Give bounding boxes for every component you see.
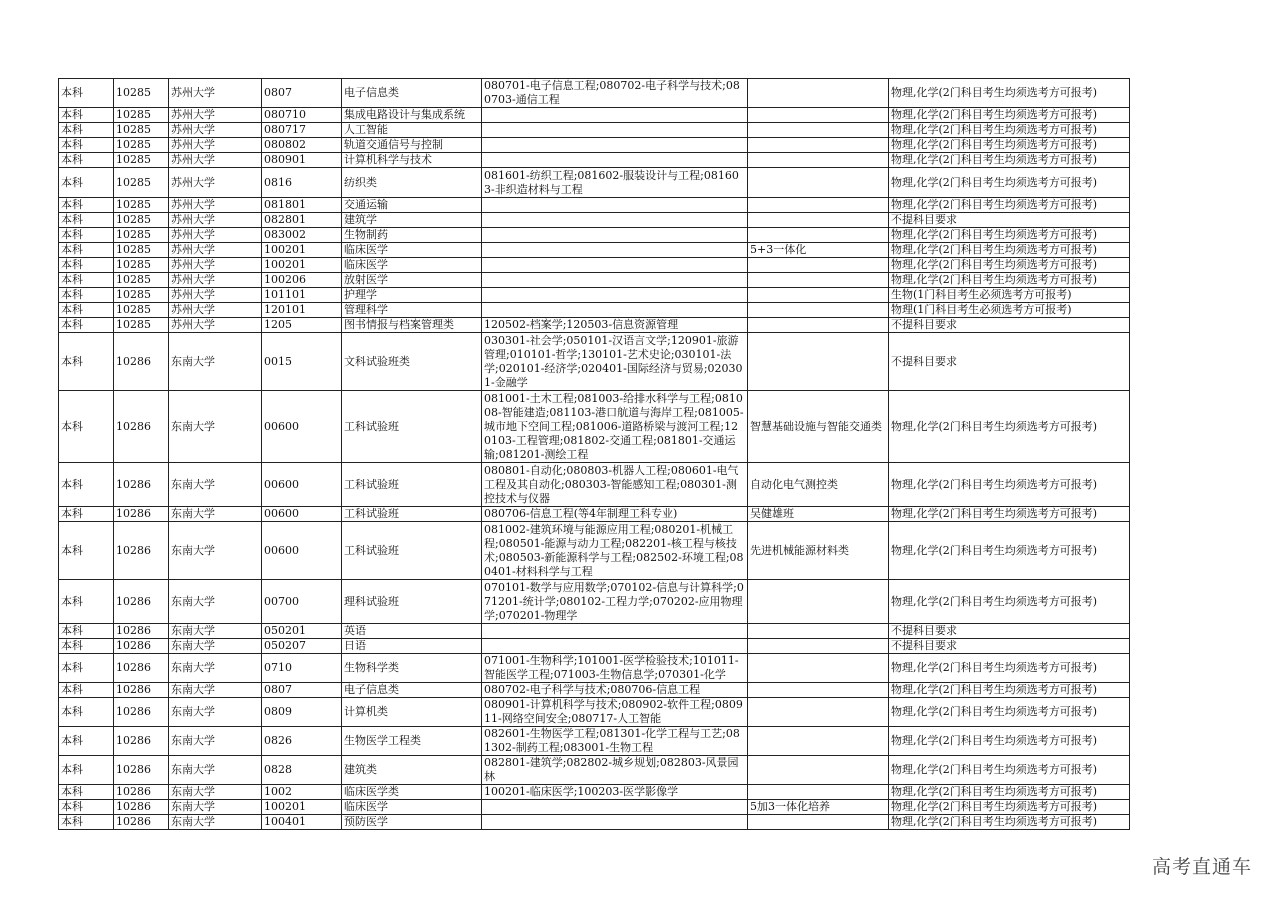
cell-major-code: 0828 (262, 756, 342, 785)
cell-major-code: 00700 (262, 580, 342, 624)
cell-subject-requirement: 物理,化学(2门科目考生均须选考方可报考) (889, 79, 1130, 108)
cell-major-code: 0809 (262, 698, 342, 727)
table-row (59, 138, 1130, 153)
cell-included-majors (482, 153, 748, 168)
table-row (59, 580, 1130, 624)
cell-school-code: 10286 (114, 785, 169, 800)
cell-included-majors: 120502-档案学;120503-信息资源管理 (482, 318, 748, 333)
table-row (59, 213, 1130, 228)
cell-major-code: 050207 (262, 639, 342, 654)
cell-school-code: 10286 (114, 698, 169, 727)
table-row (59, 463, 1130, 507)
cell-major-code: 080717 (262, 123, 342, 138)
cell-included-majors (482, 108, 748, 123)
table-row (59, 333, 1130, 391)
cell-major-code: 082801 (262, 213, 342, 228)
cell-note: 5加3一体化培养 (748, 800, 889, 815)
cell-school-code: 10286 (114, 507, 169, 522)
cell-included-majors: 030301-社会学;050101-汉语言文学;120901-旅游管理;010101-哲学;130101-艺术史论;030101-法学;020101-经济学;020401-国际经济与贸易;020301-金融学 (482, 333, 748, 391)
cell-major-name: 放射医学 (342, 273, 482, 288)
cell-major-name: 建筑类 (342, 756, 482, 785)
cell-major-code: 101101 (262, 288, 342, 303)
table-row (59, 198, 1130, 213)
cell-major-name: 工科试验班 (342, 507, 482, 522)
cell-included-majors (482, 123, 748, 138)
cell-included-majors (482, 288, 748, 303)
table-body (59, 79, 1130, 830)
cell-school-name: 苏州大学 (169, 318, 262, 333)
cell-major-code: 00600 (262, 391, 342, 463)
cell-major-name: 临床医学 (342, 258, 482, 273)
cell-school-code: 10285 (114, 243, 169, 258)
cell-major-name: 临床医学 (342, 800, 482, 815)
cell-school-name: 苏州大学 (169, 198, 262, 213)
cell-level: 本科 (59, 624, 114, 639)
cell-level: 本科 (59, 288, 114, 303)
cell-major-code: 00600 (262, 507, 342, 522)
cell-school-code: 10285 (114, 138, 169, 153)
cell-level: 本科 (59, 522, 114, 580)
cell-subject-requirement: 物理,化学(2门科目考生均须选考方可报考) (889, 683, 1130, 698)
cell-included-majors: 080701-电子信息工程;080702-电子科学与技术;080703-通信工程 (482, 79, 748, 108)
table-row (59, 108, 1130, 123)
table-row (59, 228, 1130, 243)
cell-note (748, 108, 889, 123)
cell-major-name: 计算机科学与技术 (342, 153, 482, 168)
cell-subject-requirement: 物理,化学(2门科目考生均须选考方可报考) (889, 522, 1130, 580)
cell-included-majors (482, 800, 748, 815)
cell-subject-requirement: 物理,化学(2门科目考生均须选考方可报考) (889, 727, 1130, 756)
cell-subject-requirement: 不提科目要求 (889, 318, 1130, 333)
cell-school-name: 苏州大学 (169, 79, 262, 108)
cell-major-code: 0807 (262, 79, 342, 108)
cell-subject-requirement: 物理,化学(2门科目考生均须选考方可报考) (889, 108, 1130, 123)
cell-major-code: 083002 (262, 228, 342, 243)
cell-major-name: 临床医学类 (342, 785, 482, 800)
cell-level: 本科 (59, 391, 114, 463)
cell-included-majors: 081601-纺织工程;081602-服装设计与工程;081603-非织造材料与工程 (482, 168, 748, 198)
cell-included-majors (482, 273, 748, 288)
cell-included-majors (482, 639, 748, 654)
cell-note (748, 153, 889, 168)
cell-level: 本科 (59, 303, 114, 318)
table-row (59, 639, 1130, 654)
cell-note: 智慧基础设施与智能交通类 (748, 391, 889, 463)
cell-major-name: 计算机类 (342, 698, 482, 727)
cell-note (748, 624, 889, 639)
table-row (59, 79, 1130, 108)
table-row (59, 785, 1130, 800)
cell-major-name: 临床医学 (342, 243, 482, 258)
cell-note (748, 698, 889, 727)
table-row (59, 391, 1130, 463)
cell-school-code: 10286 (114, 800, 169, 815)
cell-subject-requirement: 不提科目要求 (889, 213, 1130, 228)
cell-subject-requirement: 物理,化学(2门科目考生均须选考方可报考) (889, 258, 1130, 273)
cell-school-code: 10285 (114, 228, 169, 243)
cell-level: 本科 (59, 243, 114, 258)
cell-subject-requirement: 物理,化学(2门科目考生均须选考方可报考) (889, 273, 1130, 288)
cell-included-majors: 080702-电子科学与技术;080706-信息工程 (482, 683, 748, 698)
cell-subject-requirement: 物理,化学(2门科目考生均须选考方可报考) (889, 756, 1130, 785)
cell-subject-requirement: 物理,化学(2门科目考生均须选考方可报考) (889, 138, 1130, 153)
cell-major-name: 工科试验班 (342, 391, 482, 463)
cell-note (748, 258, 889, 273)
cell-major-code: 050201 (262, 624, 342, 639)
cell-school-name: 东南大学 (169, 785, 262, 800)
table-row (59, 727, 1130, 756)
cell-major-name: 轨道交通信号与控制 (342, 138, 482, 153)
cell-note: 先进机械能源材料类 (748, 522, 889, 580)
cell-school-code: 10285 (114, 108, 169, 123)
table-row (59, 756, 1130, 785)
cell-school-code: 10286 (114, 654, 169, 683)
cell-major-code: 100401 (262, 815, 342, 830)
cell-included-majors: 081002-建筑环境与能源应用工程;080201-机械工程;080501-能源与动力工程;082201-核工程与核技术;080503-新能源科学与工程;082502-环境工程;080401-材料科学与工程 (482, 522, 748, 580)
cell-note (748, 727, 889, 756)
watermark: 高考直通车 (1151, 856, 1252, 878)
cell-level: 本科 (59, 258, 114, 273)
cell-school-name: 东南大学 (169, 522, 262, 580)
table-row (59, 654, 1130, 683)
cell-subject-requirement: 不提科目要求 (889, 624, 1130, 639)
cell-level: 本科 (59, 198, 114, 213)
cell-school-name: 苏州大学 (169, 138, 262, 153)
cell-major-name: 生物制药 (342, 228, 482, 243)
cell-major-name: 日语 (342, 639, 482, 654)
cell-major-name: 生物科学类 (342, 654, 482, 683)
cell-school-name: 苏州大学 (169, 273, 262, 288)
cell-note (748, 138, 889, 153)
cell-major-code: 0807 (262, 683, 342, 698)
cell-school-name: 东南大学 (169, 391, 262, 463)
table-row (59, 683, 1130, 698)
cell-included-majors (482, 213, 748, 228)
cell-school-name: 东南大学 (169, 756, 262, 785)
cell-included-majors: 070101-数学与应用数学;070102-信息与计算科学;071201-统计学;080102-工程力学;070202-应用物理学;070201-物理学 (482, 580, 748, 624)
cell-school-name: 东南大学 (169, 683, 262, 698)
cell-level: 本科 (59, 815, 114, 830)
cell-note (748, 580, 889, 624)
cell-note (748, 654, 889, 683)
cell-subject-requirement: 物理(1门科目考生必须选考方可报考) (889, 303, 1130, 318)
cell-subject-requirement: 物理,化学(2门科目考生均须选考方可报考) (889, 123, 1130, 138)
cell-major-name: 生物医学工程类 (342, 727, 482, 756)
cell-note (748, 168, 889, 198)
cell-level: 本科 (59, 228, 114, 243)
table-row (59, 815, 1130, 830)
cell-school-name: 苏州大学 (169, 303, 262, 318)
cell-included-majors (482, 198, 748, 213)
cell-school-code: 10285 (114, 198, 169, 213)
cell-subject-requirement: 物理,化学(2门科目考生均须选考方可报考) (889, 228, 1130, 243)
cell-included-majors (482, 303, 748, 318)
cell-major-code: 00600 (262, 463, 342, 507)
cell-school-name: 东南大学 (169, 639, 262, 654)
cell-major-code: 1002 (262, 785, 342, 800)
admission-requirements-table (58, 78, 1130, 830)
cell-level: 本科 (59, 580, 114, 624)
cell-level: 本科 (59, 463, 114, 507)
cell-level: 本科 (59, 168, 114, 198)
cell-note (748, 785, 889, 800)
cell-level: 本科 (59, 698, 114, 727)
cell-level: 本科 (59, 138, 114, 153)
cell-major-code: 100201 (262, 800, 342, 815)
cell-note: 吴健雄班 (748, 507, 889, 522)
cell-level: 本科 (59, 108, 114, 123)
cell-note (748, 756, 889, 785)
cell-major-name: 集成电路设计与集成系统 (342, 108, 482, 123)
table-row (59, 258, 1130, 273)
cell-subject-requirement: 物理,化学(2门科目考生均须选考方可报考) (889, 800, 1130, 815)
cell-school-code: 10286 (114, 624, 169, 639)
cell-level: 本科 (59, 333, 114, 391)
table-row (59, 522, 1130, 580)
cell-major-code: 120101 (262, 303, 342, 318)
cell-school-name: 东南大学 (169, 507, 262, 522)
cell-note (748, 639, 889, 654)
table-row (59, 243, 1130, 258)
cell-subject-requirement: 物理,化学(2门科目考生均须选考方可报考) (889, 785, 1130, 800)
cell-major-name: 管理科学 (342, 303, 482, 318)
cell-school-code: 10285 (114, 79, 169, 108)
cell-level: 本科 (59, 727, 114, 756)
cell-note (748, 79, 889, 108)
cell-note (748, 815, 889, 830)
cell-included-majors (482, 258, 748, 273)
cell-note (748, 318, 889, 333)
cell-school-name: 东南大学 (169, 815, 262, 830)
cell-subject-requirement: 物理,化学(2门科目考生均须选考方可报考) (889, 815, 1130, 830)
cell-major-name: 工科试验班 (342, 463, 482, 507)
cell-major-code: 080802 (262, 138, 342, 153)
table-row (59, 153, 1130, 168)
cell-note (748, 228, 889, 243)
cell-included-majors: 100201-临床医学;100203-医学影像学 (482, 785, 748, 800)
cell-school-code: 10286 (114, 391, 169, 463)
cell-school-code: 10285 (114, 153, 169, 168)
table-row (59, 507, 1130, 522)
cell-level: 本科 (59, 79, 114, 108)
cell-school-name: 东南大学 (169, 333, 262, 391)
cell-major-name: 预防医学 (342, 815, 482, 830)
cell-school-code: 10286 (114, 333, 169, 391)
cell-school-name: 苏州大学 (169, 258, 262, 273)
cell-school-name: 苏州大学 (169, 168, 262, 198)
cell-school-code: 10286 (114, 727, 169, 756)
cell-subject-requirement: 物理,化学(2门科目考生均须选考方可报考) (889, 243, 1130, 258)
cell-school-name: 东南大学 (169, 727, 262, 756)
cell-major-code: 0015 (262, 333, 342, 391)
cell-included-majors: 080801-自动化;080803-机器人工程;080601-电气工程及其自动化;080303-智能感知工程;080301-测控技术与仪器 (482, 463, 748, 507)
cell-school-code: 10286 (114, 683, 169, 698)
table-row (59, 273, 1130, 288)
cell-level: 本科 (59, 123, 114, 138)
cell-included-majors: 080901-计算机科学与技术;080902-软件工程;080911-网络空间安全;080717-人工智能 (482, 698, 748, 727)
cell-school-name: 苏州大学 (169, 288, 262, 303)
cell-major-code: 080710 (262, 108, 342, 123)
cell-level: 本科 (59, 756, 114, 785)
cell-subject-requirement: 物理,化学(2门科目考生均须选考方可报考) (889, 198, 1130, 213)
cell-school-name: 苏州大学 (169, 243, 262, 258)
cell-note (748, 288, 889, 303)
cell-major-name: 护理学 (342, 288, 482, 303)
cell-included-majors: 082601-生物医学工程;081301-化学工程与工艺;081302-制药工程;083001-生物工程 (482, 727, 748, 756)
cell-level: 本科 (59, 507, 114, 522)
cell-major-code: 0816 (262, 168, 342, 198)
cell-school-code: 10285 (114, 168, 169, 198)
cell-major-code: 100201 (262, 258, 342, 273)
cell-school-code: 10286 (114, 815, 169, 830)
cell-level: 本科 (59, 654, 114, 683)
cell-major-code: 1205 (262, 318, 342, 333)
cell-school-code: 10285 (114, 288, 169, 303)
cell-level: 本科 (59, 800, 114, 815)
cell-major-code: 080901 (262, 153, 342, 168)
cell-note (748, 123, 889, 138)
cell-major-code: 0710 (262, 654, 342, 683)
cell-subject-requirement: 不提科目要求 (889, 333, 1130, 391)
table-row (59, 698, 1130, 727)
cell-major-code: 100201 (262, 243, 342, 258)
cell-subject-requirement: 物理,化学(2门科目考生均须选考方可报考) (889, 507, 1130, 522)
cell-major-name: 电子信息类 (342, 683, 482, 698)
cell-school-name: 东南大学 (169, 463, 262, 507)
cell-included-majors (482, 624, 748, 639)
cell-school-name: 苏州大学 (169, 213, 262, 228)
cell-subject-requirement: 物理,化学(2门科目考生均须选考方可报考) (889, 391, 1130, 463)
cell-school-name: 东南大学 (169, 698, 262, 727)
cell-subject-requirement: 物理,化学(2门科目考生均须选考方可报考) (889, 463, 1130, 507)
cell-major-code: 081801 (262, 198, 342, 213)
cell-subject-requirement: 物理,化学(2门科目考生均须选考方可报考) (889, 153, 1130, 168)
cell-school-code: 10285 (114, 303, 169, 318)
cell-note (748, 198, 889, 213)
cell-level: 本科 (59, 683, 114, 698)
cell-school-code: 10285 (114, 213, 169, 228)
cell-note (748, 273, 889, 288)
cell-major-code: 00600 (262, 522, 342, 580)
cell-note: 自动化电气测控类 (748, 463, 889, 507)
cell-major-name: 图书情报与档案管理类 (342, 318, 482, 333)
cell-included-majors: 082801-建筑学;082802-城乡规划;082803-风景园林 (482, 756, 748, 785)
cell-note (748, 683, 889, 698)
cell-school-name: 苏州大学 (169, 123, 262, 138)
table-row (59, 624, 1130, 639)
cell-school-name: 东南大学 (169, 654, 262, 683)
cell-school-name: 苏州大学 (169, 108, 262, 123)
table-row (59, 318, 1130, 333)
cell-subject-requirement: 物理,化学(2门科目考生均须选考方可报考) (889, 580, 1130, 624)
table-row (59, 800, 1130, 815)
cell-level: 本科 (59, 785, 114, 800)
cell-school-name: 东南大学 (169, 580, 262, 624)
cell-included-majors (482, 228, 748, 243)
cell-school-code: 10285 (114, 258, 169, 273)
cell-school-code: 10286 (114, 580, 169, 624)
table-row (59, 288, 1130, 303)
cell-included-majors (482, 815, 748, 830)
cell-major-code: 100206 (262, 273, 342, 288)
cell-major-name: 纺织类 (342, 168, 482, 198)
cell-major-name: 理科试验班 (342, 580, 482, 624)
cell-note (748, 333, 889, 391)
cell-major-name: 人工智能 (342, 123, 482, 138)
cell-subject-requirement: 物理,化学(2门科目考生均须选考方可报考) (889, 168, 1130, 198)
cell-school-code: 10285 (114, 273, 169, 288)
cell-note: 5+3一体化 (748, 243, 889, 258)
cell-note (748, 213, 889, 228)
cell-subject-requirement: 不提科目要求 (889, 639, 1130, 654)
cell-school-code: 10286 (114, 463, 169, 507)
cell-subject-requirement: 物理,化学(2门科目考生均须选考方可报考) (889, 654, 1130, 683)
cell-school-name: 苏州大学 (169, 228, 262, 243)
cell-major-name: 英语 (342, 624, 482, 639)
cell-school-code: 10285 (114, 318, 169, 333)
table-row (59, 303, 1130, 318)
cell-major-name: 电子信息类 (342, 79, 482, 108)
cell-note (748, 303, 889, 318)
table-row (59, 123, 1130, 138)
cell-school-code: 10286 (114, 639, 169, 654)
table-row (59, 168, 1130, 198)
cell-major-name: 工科试验班 (342, 522, 482, 580)
cell-major-name: 建筑学 (342, 213, 482, 228)
cell-level: 本科 (59, 639, 114, 654)
cell-level: 本科 (59, 318, 114, 333)
cell-included-majors (482, 243, 748, 258)
cell-subject-requirement: 物理,化学(2门科目考生均须选考方可报考) (889, 698, 1130, 727)
cell-included-majors: 080706-信息工程(等4年制理工科专业) (482, 507, 748, 522)
cell-major-name: 文科试验班类 (342, 333, 482, 391)
cell-school-code: 10286 (114, 756, 169, 785)
cell-subject-requirement: 生物(1门科目考生必须选考方可报考) (889, 288, 1130, 303)
cell-school-name: 苏州大学 (169, 153, 262, 168)
cell-included-majors: 081001-土木工程;081003-给排水科学与工程;081008-智能建造;081103-港口航道与海岸工程;081005-城市地下空间工程;081006-道路桥梁与渡河工程;120103-工程管理;081802-交通工程;081801-交通运输;081201-测绘工程 (482, 391, 748, 463)
cell-level: 本科 (59, 213, 114, 228)
cell-included-majors: 071001-生物科学;101001-医学检验技术;101011-智能医学工程;071003-生物信息学;070301-化学 (482, 654, 748, 683)
cell-level: 本科 (59, 153, 114, 168)
cell-school-code: 10285 (114, 123, 169, 138)
cell-school-name: 东南大学 (169, 800, 262, 815)
cell-school-name: 东南大学 (169, 624, 262, 639)
cell-major-name: 交通运输 (342, 198, 482, 213)
cell-major-code: 0826 (262, 727, 342, 756)
cell-school-code: 10286 (114, 522, 169, 580)
cell-level: 本科 (59, 273, 114, 288)
cell-included-majors (482, 138, 748, 153)
